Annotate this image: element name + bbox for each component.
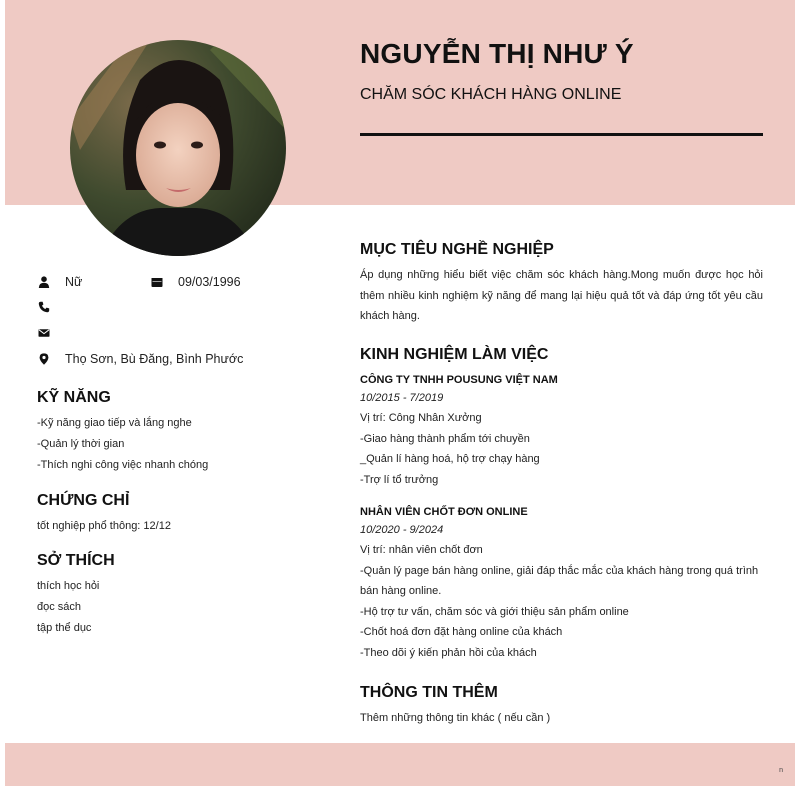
- extra-info-heading: THÔNG TIN THÊM: [360, 684, 498, 701]
- hobby-item: đọc sách: [37, 601, 82, 613]
- footer-band: [5, 743, 795, 786]
- skills-heading: KỸ NĂNG: [37, 389, 111, 406]
- job-company: NHÂN VIÊN CHỐT ĐƠN ONLINE: [360, 506, 528, 518]
- job-duties-list: [360, 540, 763, 664]
- person-icon: [37, 275, 51, 289]
- job-duties-list: [360, 408, 763, 490]
- footer-mark: n: [779, 767, 783, 774]
- title-divider: [360, 133, 763, 136]
- job-period: 10/2020 - 9/2024: [360, 524, 444, 536]
- objective-text: Áp dụng những hiểu biết việc chăm sóc khách hàng.Mong muốn được học hỏi thêm nhiều kinh nghiệm kỹ năng để mang lại hiệu quả tốt và đáp ứng tốt yêu cầu khách hàng.: [360, 269, 763, 323]
- calendar-icon: [150, 275, 164, 289]
- job-duty: -Theo dõi ý kiến phản hồi của khách: [360, 646, 537, 659]
- certificates-heading: CHỨNG CHỈ: [37, 492, 130, 509]
- job-period: 10/2015 - 7/2019: [360, 392, 444, 404]
- job-duty: -Chốt hoá đơn đặt hàng online của khách: [360, 626, 563, 639]
- job-duty: Vị trí: Công Nhân Xưởng: [360, 412, 482, 424]
- skill-item: -Thích nghi công việc nhanh chóng: [37, 459, 209, 471]
- experience-heading: KINH NGHIỆM LÀM VIỆC: [360, 346, 549, 363]
- location-pin-icon: [37, 352, 51, 366]
- contact-email: [37, 326, 65, 340]
- hobbies-heading: SỞ THÍCH: [37, 552, 115, 569]
- skill-item: -Quản lý thời gian: [37, 438, 125, 450]
- profile-photo: [70, 40, 286, 256]
- certificates-list: [37, 516, 171, 537]
- hobby-item: tập thể dục: [37, 622, 92, 634]
- contact-birthdate: 09/03/1996: [150, 275, 241, 289]
- contact-address: Thọ Sơn, Bù Đăng, Bình Phước: [37, 352, 243, 366]
- skill-item: -Kỹ năng giao tiếp và lắng nghe: [37, 417, 192, 429]
- mail-icon: [37, 326, 51, 340]
- hobby-item: thích học hỏi: [37, 580, 100, 592]
- job-duty: -Quản lý page bán hàng online, giải đáp thắc mắc của khách hàng trong quá trình bán hàng online.: [360, 564, 759, 598]
- job-company: CÔNG TY TNHH POUSUNG VIỆT NAM: [360, 374, 558, 386]
- skills-list: [37, 413, 208, 476]
- candidate-name: NGUYỄN THỊ NHƯ Ý: [360, 38, 634, 69]
- job-duty: -Giao hàng thành phẩm tới chuyền: [360, 432, 530, 445]
- contact-gender: Nữ: [37, 275, 82, 289]
- phone-icon: [37, 300, 51, 314]
- hobbies-list: [37, 576, 99, 639]
- job-title: CHĂM SÓC KHÁCH HÀNG ONLINE: [360, 86, 622, 103]
- extra-info-text: Thêm những thông tin khác ( nếu cần ): [360, 712, 551, 724]
- job-duty: _Quản lí hàng hoá, hộ trợ chạy hàng: [360, 453, 540, 466]
- job-duty: -Hộ trợ tư vấn, chăm sóc và giới thiệu sản phẩm online: [360, 605, 629, 618]
- job-duty: -Trợ lí tổ trưởng: [360, 473, 439, 486]
- objective-heading: MỤC TIÊU NGHỀ NGHIỆP: [360, 241, 554, 258]
- job-duty: Vị trí: nhân viên chốt đơn: [360, 544, 483, 556]
- contact-phone: [37, 300, 65, 314]
- certificate-item: tốt nghiệp phổ thông: 12/12: [37, 520, 171, 532]
